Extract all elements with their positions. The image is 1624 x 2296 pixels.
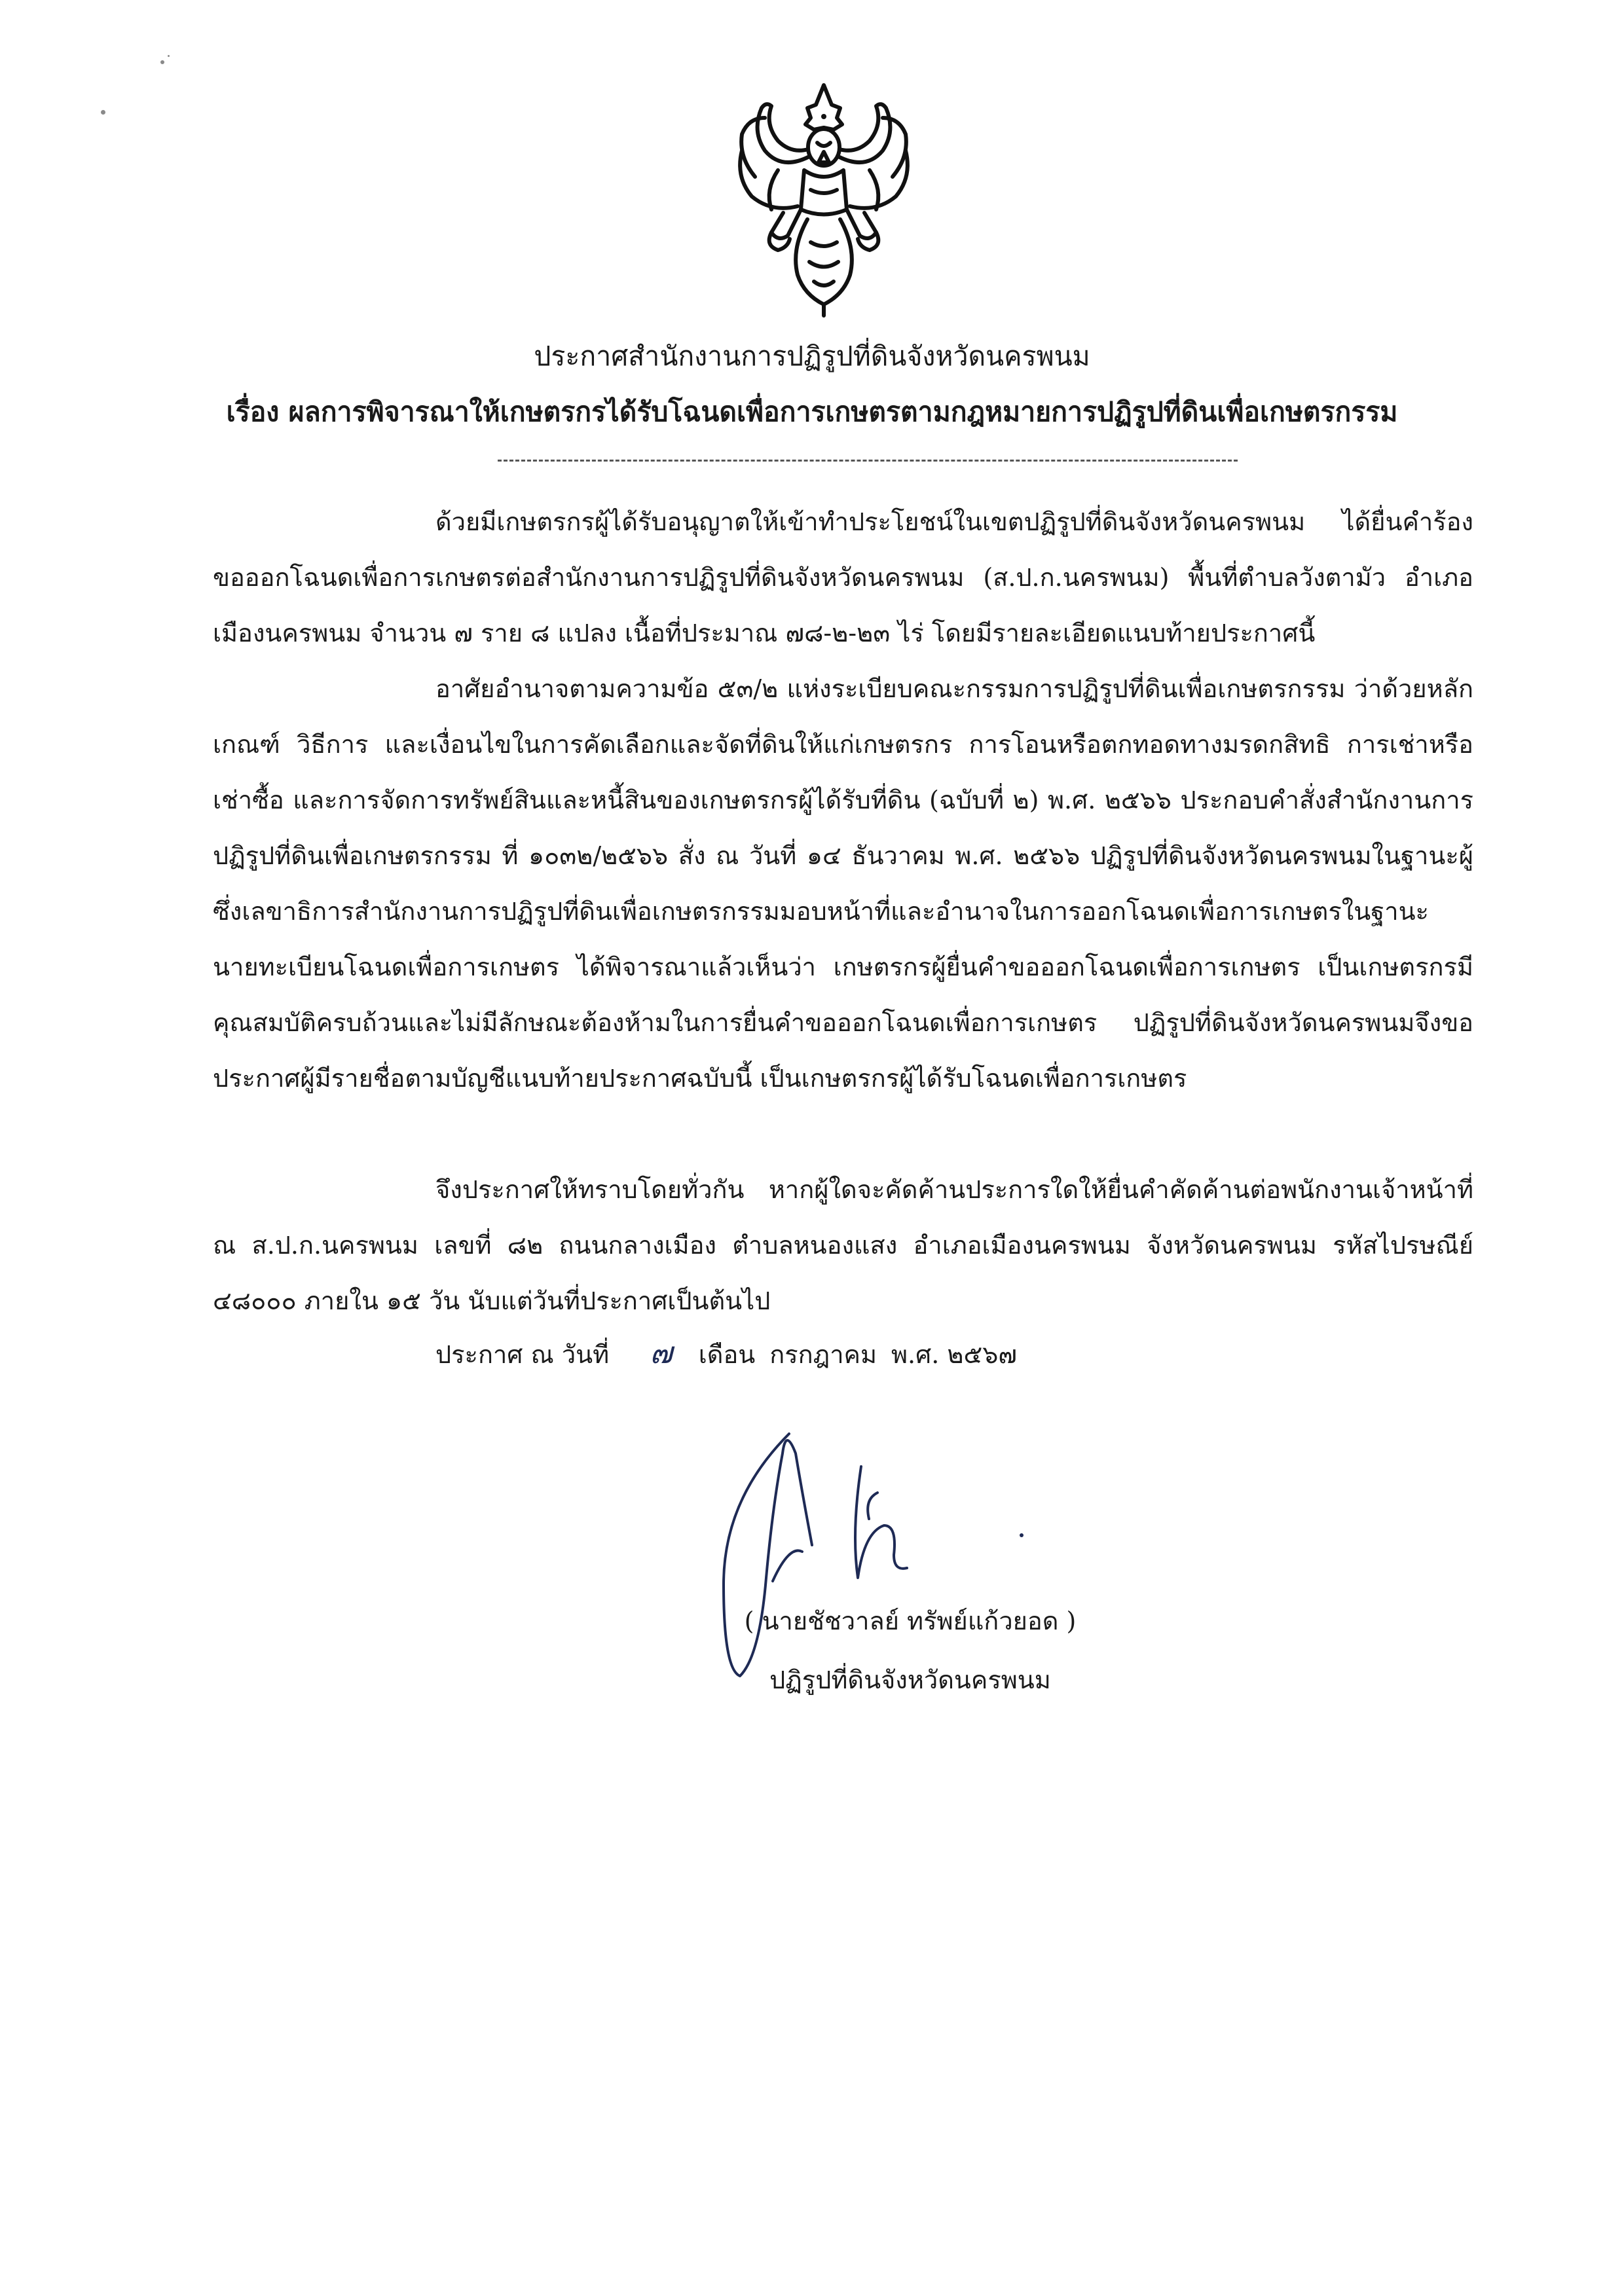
- announcement-subject: เรื่อง ผลการพิจารณาให้เกษตรกรได้รับโฉนดเพื่อการเกษตรตามกฎหมายการปฏิรูปที่ดินเพื่อเกษตรกรรม: [226, 396, 1398, 428]
- scan-speck: [168, 55, 170, 57]
- body-paragraph-3: จึงประกาศให้ทราบโดยทั่วกัน หากผู้ใดจะคัดค้านประการใดให้ยื่นคำคัดค้านต่อพนักงานเจ้าหน้าที่ ณ ส.ป.ก.นครพนม เลขที่ ๘๒ ถนนกลางเมือง ตำบลหนองแสง อำเภอเมืองนครพนม จังหวัดนครพนม รหัสไปรษณีย์ ๔๘๐๐๐ ภายใน ๑๕ วัน นับแต่วันที่ประกาศเป็นต้นไป: [213, 1175, 1473, 1315]
- announcement-title: ประกาศสำนักงานการปฏิรูปที่ดินจังหวัดนครพนม: [534, 340, 1090, 372]
- body-paragraph-2: อาศัยอำนาจตามความข้อ ๕๓/๒ แห่งระเบียบคณะกรรมการปฏิรูปที่ดินเพื่อเกษตรกรรม ว่าด้วยหลักเกณฑ์ วิธีการ และเงื่อนไขในการคัดเลือกและจัดที่ดินให้แก่เกษตรกร การโอนหรือตกทอดทางมรดกสิทธิ การเช่าหรือเช่าซื้อ และการจัดการทรัพย์สินและหนี้สินของเกษตรกรผู้ได้รับที่ดิน (ฉบับที่ ๒) พ.ศ. ๒๕๖๖ ประกอบคำสั่งสำนักงานการปฏิรูปที่ดินเพื่อเกษตรกรรม ที่ ๑๐๓๒/๒๕๖๖ สั่ง ณ วันที่ ๑๔ ธันวาคม พ.ศ. ๒๕๖๖ ปฏิรูปที่ดินจังหวัดนครพนมในฐานะผู้ซึ่งเลขาธิการสำนักงานการปฏิรูปที่ดินเพื่อเกษตรกรรมมอบหน้าที่และอำนาจในการออกโฉนดเพื่อการเกษตรในฐานะนายทะเบียนโฉนดเพื่อการเกษตร ได้พิจารณาแล้วเห็นว่า เกษตรกรผู้ยื่นคำขอออกโฉนดเพื่อการเกษตร เป็นเกษตรกรมีคุณสมบัติครบถ้วนและไม่มีลักษณะต้องห้ามในการยื่นคำขอออกโฉนดเพื่อการเกษตร ปฏิรูปที่ดินจังหวัดนครพนมจึงขอประกาศผู้มีรายชื่อตามบัญชีแนบท้ายประกาศฉบับนี้ เป็นเกษตรกรผู้ได้รับโฉนดเพื่อการเกษตร: [213, 674, 1473, 1093]
- date-month-label: เดือน: [698, 1340, 756, 1369]
- announcement-date: [435, 1329, 1031, 1377]
- dashed-divider: [498, 460, 1238, 462]
- date-year: พ.ศ. ๒๕๖๗: [891, 1340, 1017, 1369]
- handwritten-signature: [697, 1414, 1064, 1689]
- signatory-position: ปฏิรูปที่ดินจังหวัดนครพนม: [769, 1666, 1051, 1694]
- date-month: กรกฎาคม: [769, 1340, 877, 1369]
- body-paragraph-1: ด้วยมีเกษตรกรผู้ได้รับอนุญาตให้เข้าทำประโยชน์ในเขตปฏิรูปที่ดินจังหวัดนครพนม ได้ยื่นคำร้องขอออกโฉนดเพื่อการเกษตรต่อสำนักงานการปฏิรูปที่ดินจังหวัดนครพนม (ส.ป.ก.นครพนม) พื้นที่ตำบลวังตามัว อำเภอเมืองนครพนม จำนวน ๗ ราย ๘ แปลง เนื้อที่ประมาณ ๗๘-๒-๒๓ ไร่ โดยมีรายละเอียดแนบท้ายประกาศนี้: [213, 507, 1473, 647]
- garuda-emblem-icon: [726, 79, 922, 321]
- date-day: ๗: [650, 1335, 673, 1370]
- date-prefix: ประกาศ ณ วันที่: [435, 1340, 610, 1369]
- scan-speck: [160, 60, 164, 64]
- scan-speck: [101, 110, 105, 115]
- signatory-name: ( นายชัชวาลย์ ทรัพย์แก้วยอด ): [744, 1607, 1077, 1635]
